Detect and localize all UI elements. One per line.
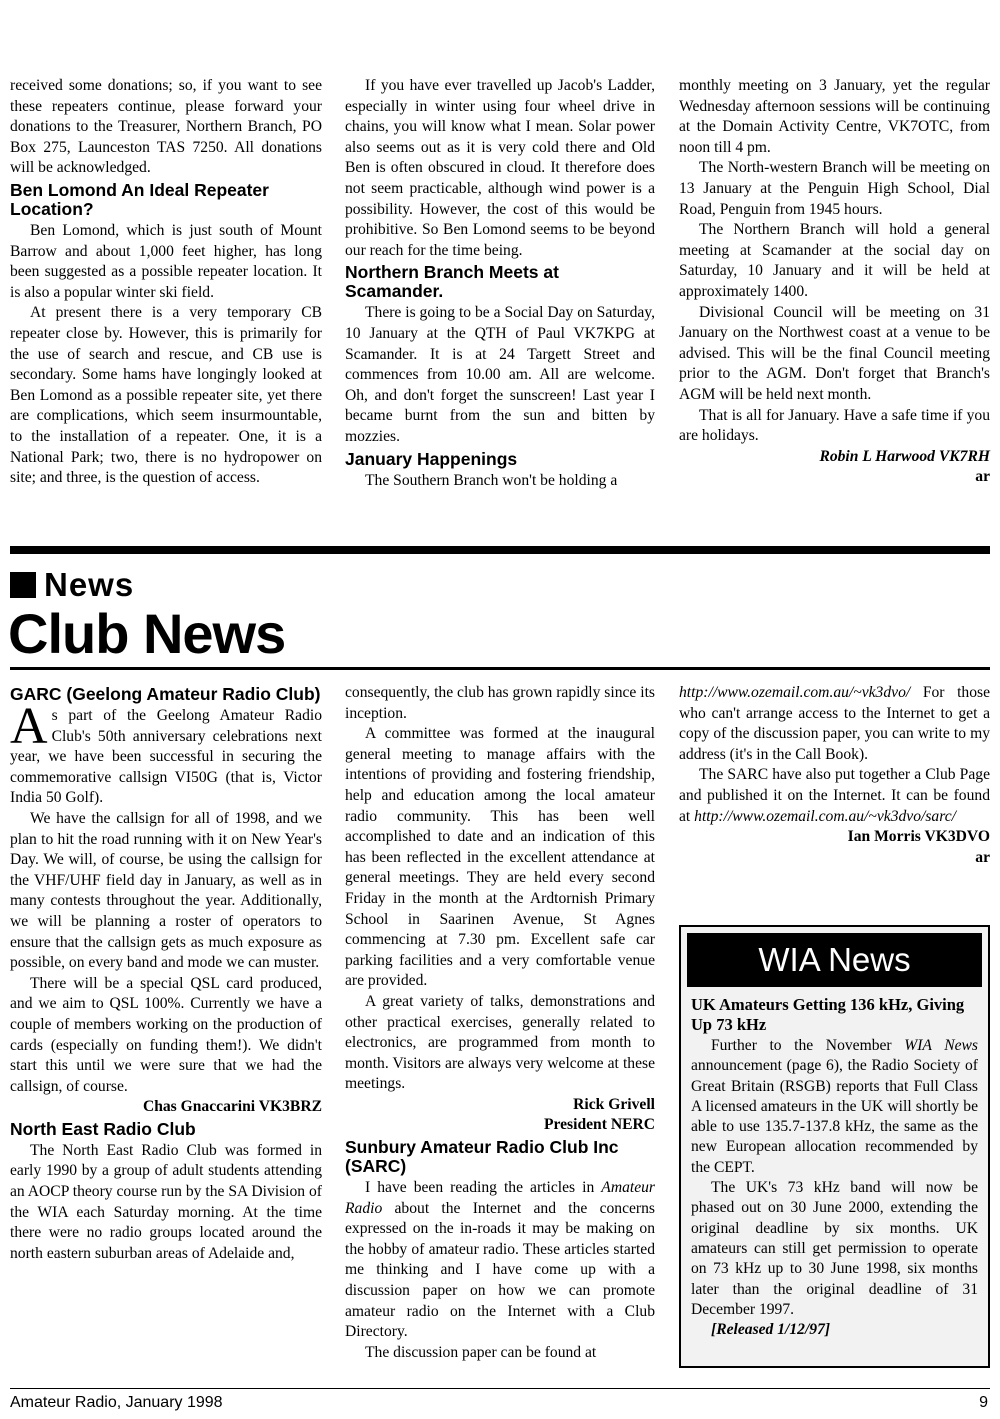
section-rule-thick: [10, 546, 990, 554]
drop-cap: A: [10, 698, 48, 755]
paragraph: Divisional Council will be meeting on 31 January on the Northwest coast at a venue to be advised. This will be the final Council meeting prior to the AGM. Don't forget that Branch's AGM will be held next month.: [679, 303, 990, 403]
paragraph-text: For those who can't arrange access to the Internet to get a copy of the discussion paper, you can write to my address (it's in the Call Book).: [679, 684, 990, 763]
paragraph-text: about the Internet and the concerns expressed on the in-roads it may be making on the hobby of amateur radio. These articles started me thinking and I have come up with a discussion paper on how we can promote amateur radio on the Internet with a Club Directory.: [345, 1199, 655, 1341]
paragraph: [691, 1036, 978, 1178]
url-link[interactable]: http://www.ozemail.com.au/~vk3dvo/sarc/: [694, 807, 956, 825]
end-mark: ar: [975, 468, 990, 486]
paragraph: That is all for January. Have a safe time if you are holidays.: [679, 406, 990, 445]
paragraph: consequently, the club has grown rapidly since its inception.: [345, 684, 655, 722]
club-news-column-2: [345, 683, 655, 1363]
heading-ben-lomond: Ben Lomond An Ideal Repeater Location?: [10, 179, 269, 219]
author-signature: Rick Grivell: [573, 1095, 655, 1113]
paragraph-text: I have been reading the articles in: [365, 1179, 602, 1197]
paragraph: There is going to be a Social Day on Saturday, 10 January at the QTH of Paul VK7KPG at Scamander. It is at 24 Targett Street and commences from 10.00 am. All are welcome. Oh, and don't forget the sunscreen! Last year I became burnt from the sun and bitten by mozzies.: [345, 304, 655, 445]
paragraph: Ben Lomond, which is just south of Mount Barrow and about 1,000 feet higher, has long been suggested as a possible repeater location. It is also a popular winter ski field.: [10, 221, 322, 301]
top-column-2: [345, 76, 655, 491]
heading-north-east-radio-club: North East Radio Club: [10, 1118, 196, 1139]
paragraph: The UK's 73 kHz band will now be phased out on 30 June 2000, extending the original deadline by six months. UK amateurs can still get permission to operate on 73 kHz up to 30 June 1998, six months later than the original deadline of 31 December 1997.: [691, 1179, 978, 1318]
paragraph: [679, 683, 990, 765]
wia-news-content: [681, 987, 988, 1340]
top-column-1: [10, 76, 322, 489]
heading-january-happenings: January Happenings: [345, 448, 518, 469]
paragraph: The discussion paper can be found at: [365, 1343, 597, 1361]
paragraph: monthly meeting on 3 January, yet the regular Wednesday afternoon sessions will be continuing at the Domain Activity Centre, VK7OTC, from noon till 4 pm.: [679, 77, 990, 156]
footer-rule: [10, 1388, 990, 1389]
paragraph: received some donations; so, if you want to see these repeaters continue, please forward your donations to the Treasurer, Northern Branch, PO Box 275, Launceston TAS 7250. All donations will be acknowledged.: [10, 77, 322, 177]
author-signature: Ian Morris VK3DVO: [847, 828, 990, 846]
end-mark: ar: [975, 848, 990, 866]
paragraph: [679, 765, 990, 827]
club-news-column-3: [679, 683, 990, 868]
club-news-column-1: [10, 683, 322, 1264]
paragraph-text: The SARC have also put together a Club Page and published it on the Internet. It can be found at: [679, 766, 990, 825]
paragraph: If you have ever travelled up Jacob's Ladder, especially in winter using four wheel drive in chains, you will know what I mean. Solar power also seems out as it is very cold there and Old Ben is often obscured in cloud. It therefore does not seem practicable, although wind power is a possibility. However, the cost of this would be prohibitive. So Ben Lomond seems to be beyond our reach for the time being.: [345, 77, 655, 259]
paragraph: A committee was formed at the inaugural general meeting to manage affairs with the intentions of providing and fostering friendship, help and education among the local amateur radio community. This has been well accomplished to date and an indication of this has been reflected in the excellent attendance at general meetings. They are held every second Friday in the month at the Ardtornish Primary School in Saarinen Avenue, St Agnes commencing at 7.30 pm. Excellent safe car parking facilities and a very comfortable venue are provided.: [345, 725, 655, 990]
paragraph: [10, 698, 322, 809]
paragraph: At present there is a very temporary CB repeater close by. However, this is primarily for the use of search and rescue, and CB use is secondary. Some hams have longingly looked at Ben Lomond as a possible repeater site, yet there are complications, which seem insurmountable, to the installation of a repeater. One, it is a National Park; two, there is no hydropower on site; and three, is the question of access.: [10, 304, 322, 487]
paragraph-text: s part of the Geelong Amateur Radio Club's 50th anniversary celebrations next year, we have been successful in securing the commemorative callsign VI50G (that is, Victor India 50 Golf).: [10, 707, 322, 807]
paragraph: The North East Radio Club was formed in early 1990 by a group of adult students attending an AOCP theory course run by the SA Division of the WIA each Saturday morning. At the time there were no radio groups located around the north eastern suburban areas of Adelaide and,: [10, 1141, 322, 1262]
release-date: [Released 1/12/97]: [711, 1321, 831, 1339]
author-title: President NERC: [543, 1116, 655, 1134]
author-signature: Chas Gnaccarini VK3BRZ: [142, 1098, 322, 1116]
paragraph: The Southern Branch won't be holding a: [365, 471, 618, 489]
section-rule-thin: [10, 667, 990, 670]
paragraph: The Northern Branch will hold a general meeting at Scamander at the social day on Saturday, 10 January and it will be held at approximately 1400.: [679, 221, 990, 300]
footer-publication: Amateur Radio, January 1998: [10, 1394, 223, 1411]
paragraph: There will be a special QSL card produced, and we aim to QSL 100%. Currently we have a couple of members working on the production of cards (especially on funding them!). We didn't start this until we were sure that we had the callsign, of course.: [10, 974, 322, 1095]
heading-northern-branch: Northern Branch Meets at Scamander.: [345, 262, 559, 302]
page-number: 9: [979, 1394, 988, 1411]
page-title: Club News: [8, 602, 286, 665]
wia-news-title: WIA News: [687, 933, 982, 987]
heading-sunbury-arc: Sunbury Amateur Radio Club Inc (SARC): [345, 1137, 619, 1177]
top-column-3: [679, 76, 990, 488]
section-label-text: News: [44, 566, 135, 603]
paragraph-text: announcement (page 6), the Radio Society of Great Britain (RSGB) reports that Full Class A licensed amateurs in the UK will shortly be able to use 135.7-137.8 kHz, the same as the new European allocation recommended by the CEPT.: [691, 1057, 978, 1176]
paragraph: The North-western Branch will be meeting on 13 January at the Penguin High School, Dial Road, Penguin from 1945 hours.: [679, 159, 990, 218]
wia-news-box: [679, 925, 990, 1368]
heading-garc: GARC (Geelong Amateur Radio Club): [10, 684, 321, 704]
paragraph: We have the callsign for all of 1998, and we plan to hit the road running with it on New Year's Day. We will, of course, be using the callsign for the VHF/UHF field day in January, as well as in many contests throughout the year. Additionally, we will be planning a roster of operators to ensure that the callsign gets as much exposure as possible, on every band and mode we can muster.: [10, 809, 322, 972]
paragraph: A great variety of talks, demonstrations and other practical exercises, generally related to electronics, are programmed from month to month. Visitors are always very welcome at these meetings.: [345, 992, 655, 1093]
publication-title: WIA News: [904, 1037, 978, 1054]
square-bullet-icon: [10, 572, 36, 598]
paragraph: [345, 1178, 655, 1343]
url-link[interactable]: http://www.ozemail.com.au/~vk3dvo/: [679, 684, 911, 701]
paragraph-text: Further to the November: [711, 1037, 905, 1054]
publication-title: Amateur Radio: [345, 1179, 655, 1217]
section-label: [10, 566, 134, 604]
author-signature: Robin L Harwood VK7RH: [819, 447, 990, 465]
wia-headline: UK Amateurs Getting 136 kHz, Giving Up 73 kHz: [691, 995, 965, 1034]
